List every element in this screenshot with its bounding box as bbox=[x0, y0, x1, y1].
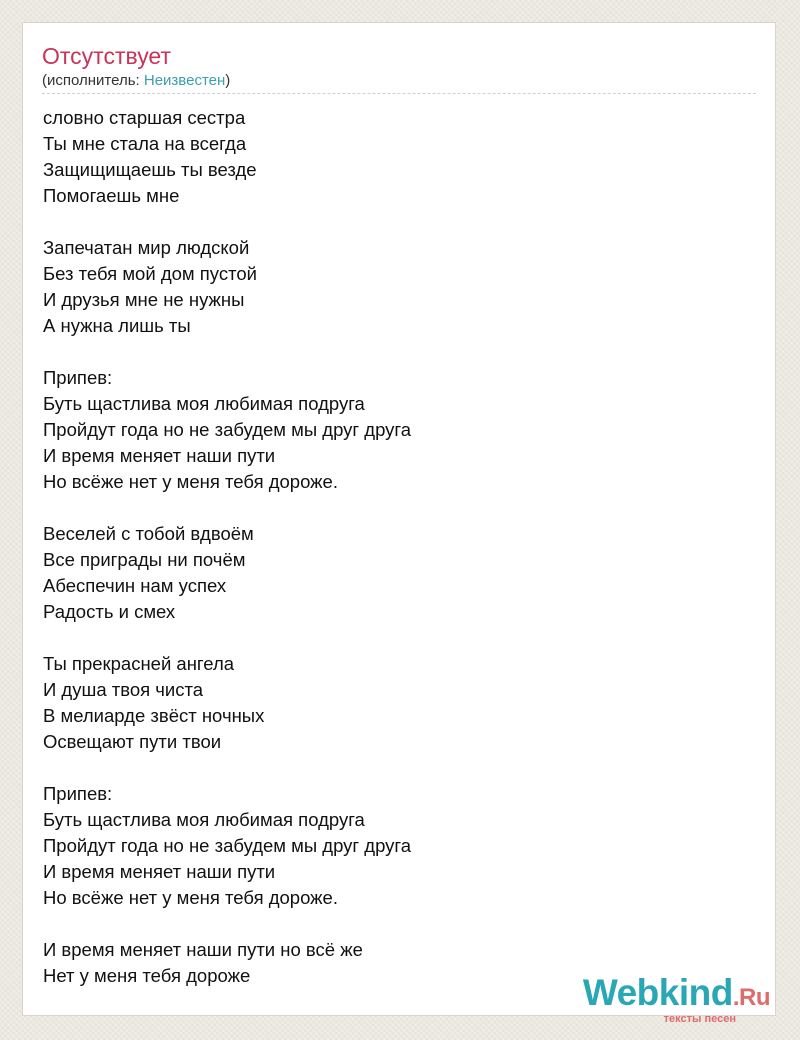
lyrics-body bbox=[43, 105, 743, 1015]
logo-tagline: тексты песен bbox=[663, 1013, 736, 1025]
stanza bbox=[43, 521, 743, 625]
chorus-label: Припев: bbox=[43, 367, 113, 388]
lyric-line: Ты прекрасней ангела bbox=[43, 653, 235, 674]
artist-prefix: (исполнитель: bbox=[42, 72, 144, 89]
stanza bbox=[43, 235, 743, 339]
lyric-line: И время меняет наши пути bbox=[43, 861, 276, 882]
lyric-line: Веселей с тобой вдвоём bbox=[43, 523, 254, 544]
logo-wordmark bbox=[582, 972, 770, 1016]
dashed-divider bbox=[42, 93, 756, 94]
artist-link[interactable]: Неизвестен bbox=[143, 72, 226, 89]
lyric-line: И время меняет наши пути bbox=[43, 445, 276, 466]
lyric-line: Нет у меня тебя дороже bbox=[43, 965, 251, 986]
lyric-line: В мелиарде звёст ночных bbox=[43, 705, 265, 726]
lyric-line: Освещают пути твои bbox=[43, 731, 222, 752]
lyric-line: словно старшая сестра bbox=[43, 107, 246, 128]
lyric-line: Пройдут года но не забудем мы друг друга bbox=[43, 419, 412, 440]
site-logo[interactable] bbox=[582, 972, 770, 1025]
chorus-label: Припев: bbox=[43, 783, 113, 804]
lyric-line: И время меняет наши пути но всё же bbox=[43, 939, 363, 960]
lyric-line: Запечатан мир людской bbox=[43, 237, 250, 258]
lyric-line: Абеспечин нам успех bbox=[43, 575, 227, 596]
lyric-line: Но всёже нет у меня тебя дороже. bbox=[43, 887, 338, 908]
stanza bbox=[43, 651, 743, 755]
logo-tld: .Ru bbox=[732, 984, 770, 1011]
lyric-line: Ты мне стала на всегда bbox=[43, 133, 247, 154]
lyric-line: А нужна лишь ты bbox=[43, 315, 191, 336]
lyric-line: Пройдут года но не забудем мы друг друга bbox=[43, 835, 412, 856]
lyric-line: Все приграды ни почём bbox=[43, 549, 246, 570]
lyric-line: Буть щастлива моя любимая подруга bbox=[43, 393, 365, 414]
chorus-stanza bbox=[43, 365, 743, 495]
stanza bbox=[43, 105, 743, 209]
logo-name: Webkind bbox=[582, 972, 733, 1013]
lyric-line: Радость и смех bbox=[43, 601, 176, 622]
lyric-line: Защищищаешь ты везде bbox=[43, 159, 257, 180]
lyric-line: Буть щастлива моя любимая подруга bbox=[43, 809, 365, 830]
artist-byline bbox=[42, 72, 230, 90]
lyric-line: Помогаешь мне bbox=[43, 185, 180, 206]
lyric-line: И душа твоя чиста bbox=[43, 679, 204, 700]
song-title: Отсутствует bbox=[42, 43, 171, 69]
chorus-stanza bbox=[43, 781, 743, 911]
artist-suffix: ) bbox=[225, 72, 231, 89]
lyric-line: Без тебя мой дом пустой bbox=[43, 263, 257, 284]
lyric-line: И друзья мне не нужны bbox=[43, 289, 245, 310]
lyric-line: Но всёже нет у меня тебя дороже. bbox=[43, 471, 338, 492]
